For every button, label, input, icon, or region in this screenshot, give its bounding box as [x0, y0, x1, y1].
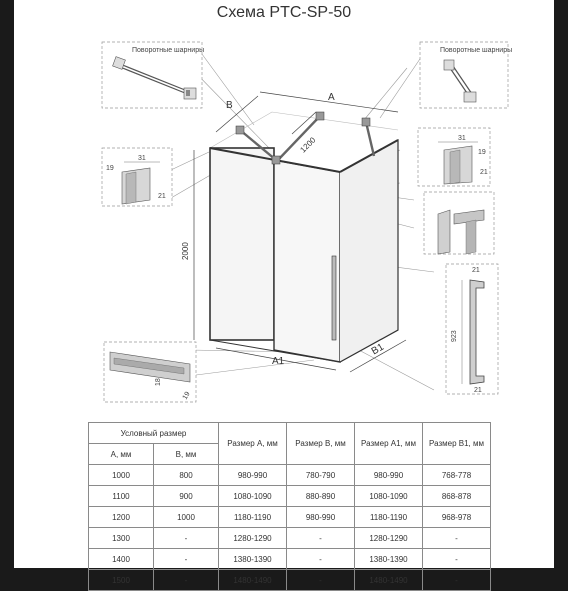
table-cell: 1280-1290: [355, 528, 423, 549]
table-cell: 1300: [89, 528, 154, 549]
table-cell: 800: [154, 465, 219, 486]
table-cell: 980-990: [219, 465, 287, 486]
dim-b1-label: B1: [369, 341, 386, 358]
hinge-label-right: Поворотные шарниры: [440, 47, 513, 54]
table-cell: -: [423, 549, 491, 570]
drawing-sheet: [14, 0, 554, 585]
table-cell: 1080-1090: [219, 486, 287, 507]
detail-right-depth: 21: [480, 169, 488, 176]
detail-handle-bottom: 21: [474, 387, 482, 394]
table-cell: 1100: [89, 486, 154, 507]
table-row: [89, 465, 491, 486]
handle-detail: [446, 264, 498, 394]
bottom-profile-detail: [104, 342, 196, 402]
table-cell: 1500: [89, 570, 154, 591]
size-table: [88, 422, 491, 591]
detail-left-depth: 21: [158, 193, 166, 200]
profile-detail-left: [102, 148, 172, 206]
table-cell: 1480-1490: [219, 570, 287, 591]
table-cell: 980-990: [287, 507, 355, 528]
table-cell: 880-890: [287, 486, 355, 507]
corner-detail: [424, 192, 494, 254]
detail-bottom-width: 19: [181, 390, 192, 401]
table-row: [89, 486, 491, 507]
profile-detail-right: [418, 128, 490, 186]
table-cell: 1480-1490: [355, 570, 423, 591]
table-cell: 868-878: [423, 486, 491, 507]
dim-a1-label: A1: [272, 356, 285, 367]
header-size-a: Размер А, мм: [219, 423, 287, 465]
table-cell: -: [287, 570, 355, 591]
table-cell: 1400: [89, 549, 154, 570]
table-cell: 1380-1390: [355, 549, 423, 570]
table-cell: 768-778: [423, 465, 491, 486]
table-cell: -: [287, 528, 355, 549]
shower-diagram: [14, 0, 554, 420]
table-row: [89, 549, 491, 570]
hinge-label-left: Поворотные шарниры: [132, 47, 205, 54]
header-b-mm: В, мм: [154, 444, 219, 465]
detail-left-height: 19: [106, 165, 114, 172]
header-size-b1: Размер В1, мм: [423, 423, 491, 465]
table-cell: -: [154, 528, 219, 549]
detail-left-width: 31: [138, 155, 146, 162]
hinge-detail-right: [420, 42, 512, 108]
header-size-b: Размер В, мм: [287, 423, 355, 465]
detail-bottom-height: 18: [155, 378, 162, 386]
table-cell: 1280-1290: [219, 528, 287, 549]
dim-a-label: A: [328, 92, 335, 103]
header-nominal-size: Условный размер: [89, 423, 219, 444]
table-cell: -: [423, 528, 491, 549]
detail-handle-top: 21: [472, 267, 480, 274]
table-row: [89, 507, 491, 528]
table-cell: -: [423, 570, 491, 591]
page-title: Схема PTC-SP-50: [216, 4, 352, 21]
table-cell: 1180-1190: [219, 507, 287, 528]
dim-height-label: 2000: [181, 242, 190, 260]
dim-b-label: B: [226, 100, 233, 111]
table-cell: 1200: [89, 507, 154, 528]
detail-handle-length: 923: [451, 330, 458, 342]
table-header-row: [89, 423, 491, 444]
hinge-detail-left: [102, 42, 204, 108]
table-cell: 1380-1390: [219, 549, 287, 570]
table-row: [89, 528, 491, 549]
table-cell: 1180-1190: [355, 507, 423, 528]
table-cell: -: [154, 570, 219, 591]
detail-right-height: 19: [478, 149, 486, 156]
table-cell: 1000: [154, 507, 219, 528]
table-row: [89, 570, 491, 591]
table-cell: 900: [154, 486, 219, 507]
table-cell: -: [287, 549, 355, 570]
table-cell: 780-790: [287, 465, 355, 486]
header-a-mm: А, мм: [89, 444, 154, 465]
table-cell: 1080-1090: [355, 486, 423, 507]
table-cell: 980-990: [355, 465, 423, 486]
detail-right-width: 31: [458, 135, 466, 142]
header-size-a1: Размер А1, мм: [355, 423, 423, 465]
table-cell: 1000: [89, 465, 154, 486]
table-cell: 968-978: [423, 507, 491, 528]
table-cell: -: [154, 549, 219, 570]
dim-bar-label: 1200: [298, 135, 318, 155]
